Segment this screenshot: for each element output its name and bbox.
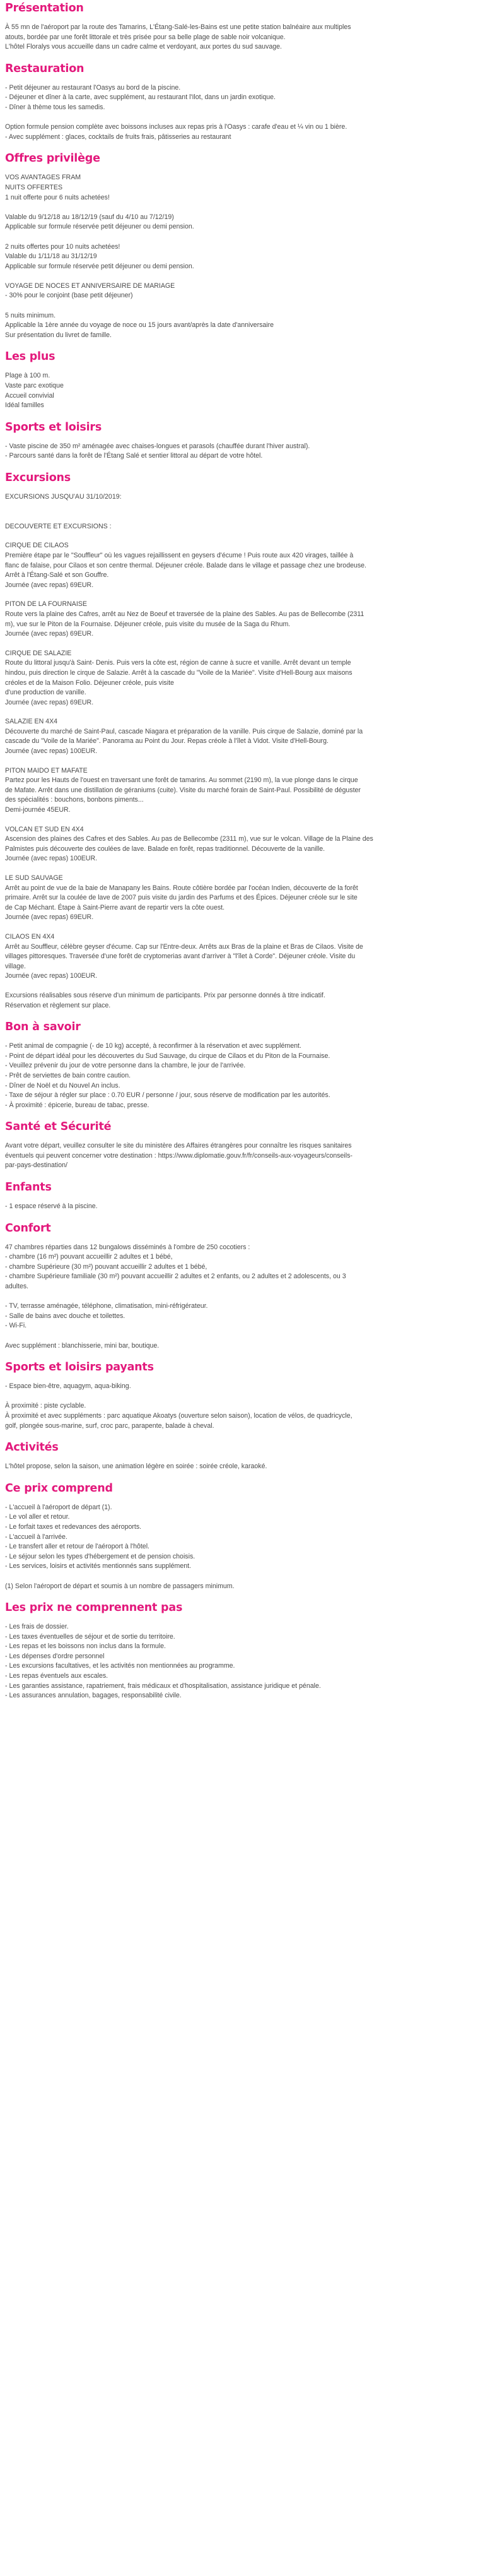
section-title: Sports et loisirs payants [5,1361,154,1374]
section-les-prix-ne-comprennent-pas [5,1601,473,1701]
text-block [5,717,473,756]
text-line: Journée (avec repas) 69EUR. [5,630,94,638]
text-line: Idéal familles [5,401,44,410]
text-line: Première étape par le "Souffleur" où les vagues rejaillissent en geysers d'écume ! Puis route aux 420 virages, taillée à [5,551,354,559]
text-block [5,1382,473,1431]
text-line: - Les repas et les boissons non inclus dans la formule. [5,1642,166,1651]
text-line: - À proximité : épicerie, bureau de tabac, presse. [5,1101,149,1109]
text-line: Arrêt au point de vue de la baie de Manapany les Bains. Route côtière bordée par l'océan Indien, découverte de la forêt [5,884,358,892]
text-block [5,766,473,816]
text-line: (1) Selon l'aéroport de départ et soumis à un nombre de passagers minimum. [5,1582,235,1590]
section-title: Enfants [5,1181,52,1194]
text-line: Découverte du marché de Saint-Paul, cascade Niagara et préparation de la vanille. Puis cirque de Salazie, dominé par la [5,727,363,735]
text-line: Avant votre départ, veuillez consulter le site du ministère des Affaires étrangères pour connaître les risques sanitaires [5,1142,352,1150]
text-line: golf, plongée sous-marine, surf, croc parc, parapente, balade à cheval. [5,1422,214,1430]
text-line: 5 nuits minimum. [5,311,56,319]
section-sports-et-loisirs [5,420,473,461]
text-line: - chambre (16 m²) pouvant accueillir 2 adultes et 1 bébé, [5,1253,173,1261]
text-block [5,442,473,461]
blank-line [5,271,473,282]
text-block [5,991,473,1011]
text-line: flanc de falaise, pour Cilaos et son centre thermal. Déjeuner créole. Balade dans le village et passage chez une brodeuse. [5,561,366,569]
text-line: - Le transfert aller et retour de l'aéroport à l'hôtel. [5,1543,149,1551]
text-line: - Petit déjeuner au restaurant l'Oasys au bord de la piscine. [5,83,181,92]
text-line: Applicable la 1ère année du voyage de noce ou 15 jours avant/après la date d'anniversaire [5,321,274,329]
text-line: Accueil convivial [5,391,54,400]
text-line: - Les taxes éventuelles de séjour et de sortie du territoire. [5,1632,175,1641]
section-title: Les plus [5,350,55,364]
text-line: - Petit animal de compagnie (- de 10 kg) accepté, à reconfirmer à la réservation et avec supplément. [5,1042,301,1050]
text-line: de Mafate. Arrêt dans une distillation de géraniums (cuite). Visite du marché forain de Saint-Paul. Possibilité de déguster [5,786,361,794]
text-line: Partez pour les Hauts de l'ouest en traversant une forêt de tamarins. Au sommet (2190 m), la vue plonge dans le cirque [5,776,358,785]
text-line: Journée (avec repas) 69EUR. [5,913,94,922]
blank-line [5,1292,473,1302]
text-line: - Espace bien-être, aquagym, aqua-biking. [5,1382,131,1391]
text-line: Sur présentation du livret de famille. [5,331,112,339]
section-title: Excursions [5,472,71,484]
text-line: À proximité et avec suppléments : parc aquatique Akoatys (ouverture selon saison), location de vélos, de quadricycle, [5,1411,353,1420]
blank-line [5,203,473,213]
text-line: Plage à 100 m. [5,372,50,380]
text-line: - Les repas éventuels aux escales. [5,1672,108,1680]
text-line: - Dîner à thème tous les samedis. [5,103,105,111]
text-line: L'hôtel propose, selon la saison, une animation légère en soirée : soirée créole, karaoké. [5,1463,267,1471]
text-line: Option formule pension complète avec boissons incluses aux repas pris à l'Oasys : carafe d'eau et ¼ vin ou 1 bière. [5,123,347,131]
section-restauration [5,62,473,143]
text-line: atouts, bordée par une forêt littorale et très prisée pour sa belle plage de sable noir volcanique. [5,33,286,41]
text-line: Valable du 1/11/18 au 31/12/19 [5,252,97,261]
text-block [5,23,473,52]
blank-line [5,232,473,242]
text-line: villages pittoresques. Traversée d'une forêt de cryptomerias avant d'arriver à "l'îlet à Corde". Déjeuner créole. Visite du [5,953,356,961]
text-line: Ascension des plaines des Cafres et des Sables. Au pas de Bellecombe (2311 m), vue sur le volcan. Village de la Plaine des [5,835,373,843]
text-block [5,371,473,410]
text-line: - Dîner de Noël et du Nouvel An inclus. [5,1081,120,1089]
text-block [5,1042,473,1110]
section-sante-et-securite [5,1120,473,1171]
text-line: - Wi-Fi. [5,1322,27,1330]
section-ce-prix-comprend [5,1481,473,1591]
blank-line [5,1331,473,1341]
text-block [5,173,473,340]
text-line: - Parcours santé dans la forêt de l'Étang Salé et sentier littoral au départ de votre hôtel. [5,452,263,460]
text-block [5,1622,473,1701]
section-title: Activités [5,1441,59,1454]
text-line: CIRQUE DE CILAOS [5,542,69,550]
text-line: de Cap Méchant. Étape à Saint-Pierre avant de repartir vers la côte ouest. [5,903,225,911]
section-title: Ce prix comprend [5,1481,113,1495]
text-block [5,1243,473,1351]
text-line: Valable du 9/12/18 au 18/12/19 (sauf du 4/10 au 7/12/19) [5,213,174,221]
text-line: primaire. Arrêt sur la coulée de lave de 2007 puis visite du jardin des Parfums et des Épices. Déjeuner créole sur le site [5,894,358,902]
sections-container [5,1,473,1701]
text-line: Journée (avec repas) 69EUR. [5,698,94,706]
text-line: À 55 mn de l'aéroport par la route des Tamarins, L'Étang-Salé-les-Bains est une petite station balnéaire aux multiples [5,23,351,31]
blank-line [5,1572,473,1582]
text-block [5,1141,473,1171]
text-line: - Salle de bains avec douche et toilettes. [5,1312,125,1320]
text-line: Journée (avec repas) 69EUR. [5,581,94,589]
section-title: Présentation [5,2,84,15]
section-title: Sports et loisirs [5,420,102,434]
text-line: DECOUVERTE ET EXCURSIONS : [5,522,112,530]
text-line: Journée (avec repas) 100EUR. [5,747,98,756]
text-line: village. [5,962,26,970]
text-line: Route du littoral jusqu'à Saint- Denis. Puis vers la côte est, région de canne à sucre et vanille. Arrêt devant un temple [5,659,351,667]
section-activites [5,1440,473,1472]
text-line: - L'accueil à l'aéroport de départ (1). [5,1503,112,1511]
section-les-plus [5,350,473,410]
text-line: - Taxe de séjour à régler sur place : 0.70 EUR / personne / jour, sous réserve de modification par les autorités. [5,1091,330,1100]
text-line: - Le vol aller et retour. [5,1513,70,1521]
text-block [5,541,473,590]
section-title: Les prix ne comprennent pas [5,1601,183,1615]
section-sports-et-loisirs-payants [5,1360,473,1431]
text-line: par-pays-destination/ [5,1161,67,1170]
text-line: - chambre Supérieure (30 m²) pouvant accueillir 2 adultes et 1 bébé, [5,1262,207,1271]
section-confort [5,1221,473,1351]
section-excursions [5,471,473,1011]
text-line: Arrêt au Souffleur, célèbre geyser d'écume. Cap sur l'Entre-deux. Arrêts aux Bras de la plaine et Bras de Cilaos. Visite de [5,942,363,951]
text-line: 2 nuits offertes pour 10 nuits achetées! [5,242,120,251]
text-line: Palmistes puis découverte des coulées de lave. Balade en forêt, repas traditionnel. Découverte de la vanille. [5,845,325,853]
text-block [5,1503,473,1591]
text-line: 1 nuit offerte pour 6 nuits achetées! [5,193,110,201]
text-block [5,874,473,923]
text-line: hindou, puis direction le cirque de Salazie. Arrêt à la cascade du "Voile de la Mariée". Visite d'Hell-Bourg aux maisons [5,668,353,677]
text-line: - Les dépenses d'ordre personnel [5,1652,105,1660]
section-bon-a-savoir [5,1020,473,1110]
text-line: À proximité : piste cyclable. [5,1402,86,1410]
text-line: Journée (avec repas) 100EUR. [5,972,98,980]
text-line: Applicable sur formule réservée petit déjeuner ou demi pension. [5,223,194,231]
text-block [5,825,473,864]
text-line: Excursions réalisables sous réserve d'un minimum de participants. Prix par personne donnés à titre indicatif. [5,991,325,999]
text-line: - Les excursions facultatives, et les activités non mentionnées au programme. [5,1662,235,1670]
text-line: - Les frais de dossier. [5,1623,69,1631]
section-title: Santé et Sécurité [5,1120,112,1134]
text-line: cascade du "Voile de la Mariée". Panorama au Point du Jour. Repas créole à l'îlet à Vidot. Visite d'Hell-Bourg. [5,737,329,745]
section-presentation [5,1,473,52]
text-line: - Avec supplément : glaces, cocktails de fruits frais, pâtisseries au restaurant [5,133,231,141]
text-line: Journée (avec repas) 100EUR. [5,855,98,863]
text-block [5,1462,473,1472]
section-title: Bon à savoir [5,1021,81,1034]
text-line: CILAOS EN 4X4 [5,932,55,941]
text-block [5,83,473,143]
text-line: des spécialités : bouchons, bonbons piments... [5,796,144,804]
text-block [5,600,473,639]
text-line: EXCURSIONS JUSQU'AU 31/10/2019: [5,493,122,501]
text-line: adultes. [5,1283,29,1291]
text-line: - Le forfait taxes et redevances des aéroports. [5,1522,142,1531]
text-line: CIRQUE DE SALAZIE [5,649,72,657]
section-offres-privilege [5,151,473,340]
text-line: Vaste parc exotique [5,382,64,390]
text-line: LE SUD SAUVAGE [5,874,63,882]
text-line: VOYAGE DE NOCES ET ANNIVERSAIRE DE MARIAGE [5,282,175,290]
text-line: - Vaste piscine de 350 m² aménagée avec chaises-longues et parasols (chauffée durant l'hiver austral). [5,442,310,450]
section-title: Offres privilège [5,152,100,165]
text-line: - 1 espace réservé à la piscine. [5,1202,98,1211]
text-line: d'une production de vanille. [5,689,86,697]
section-title: Restauration [5,62,85,75]
text-line: - Prêt de serviettes de bain contre caution. [5,1071,131,1079]
text-line: Réservation et règlement sur place. [5,1001,111,1009]
text-block [5,1202,473,1212]
text-line: NUITS OFFERTES [5,183,63,191]
text-line: - L'accueil à l'arrivée. [5,1533,67,1541]
text-line: Applicable sur formule réservée petit déjeuner ou demi pension. [5,262,194,270]
text-line: 47 chambres réparties dans 12 bungalows disséminés à l'ombre de 250 cocotiers : [5,1243,250,1251]
text-line: PITON MAIDO ET MAFATE [5,766,88,775]
text-line: Arrêt à l'Étang-Salé et son Gouffre. [5,571,109,579]
text-line: - TV, terrasse aménagée, téléphone, climatisation, mini-réfrigérateur. [5,1302,208,1310]
text-line: éventuels qui peuvent concerner votre destination : https://www.diplomatie.gouv.fr/fr/conseils-aux-voyageurs/conseils- [5,1151,353,1160]
text-line: m), vue sur le Piton de la Fournaise. Déjeuner créole, puis visite du musée de la Saga du Rhum. [5,620,291,628]
text-line: Demi-journée 45EUR. [5,806,71,814]
text-line: PITON DE LA FOURNAISE [5,600,87,608]
blank-line [5,113,473,123]
text-line: Avec supplément : blanchisserie, mini bar, boutique. [5,1341,160,1350]
text-block [5,649,473,708]
text-line: - Les garanties assistance, rapatriement, frais médicaux et d'hospitalisation, assistance juridique et pénale. [5,1682,321,1690]
text-line: Route vers la plaine des Cafres, arrêt au Nez de Boeuf et traversée de la plaine des Sables. Au pas de Bellecombe (2311 [5,610,364,618]
text-line: - chambre Supérieure familiale (30 m²) pouvant accueillir 2 adultes et 2 enfants, ou 2 adultes et 2 adolescents, ou 3 [5,1273,346,1281]
section-title: Confort [5,1221,51,1235]
text-line: L'hôtel Floralys vous accueille dans un cadre calme et verdoyant, aux portes du sud sauvage. [5,43,282,51]
blank-line [5,1392,473,1402]
text-line: - Les assurances annulation, bagages, responsabilité civile. [5,1692,182,1700]
text-block [5,492,473,531]
blank-line [5,301,473,311]
text-line: - Les services, loisirs et activités mentionnés sans supplément. [5,1562,191,1570]
text-line: - Déjeuner et dîner à la carte, avec supplément, au restaurant l'Ilot, dans un jardin exotique. [5,93,276,102]
section-enfants [5,1180,473,1212]
blank-line [5,512,473,522]
text-block [5,932,473,982]
text-line: - Veuillez prévenir du jour de votre personne dans la chambre, le jour de l'arrivée. [5,1062,246,1070]
text-line: - 30% pour le conjoint (base petit déjeuner) [5,292,133,300]
text-line: créoles et de la Maison Folio. Déjeuner créole, puis visite [5,679,174,687]
text-line: - Point de départ idéal pour les découvertes du Sud Sauvage, du cirque de Cilaos et du Piton de la Fournaise. [5,1052,330,1060]
text-line: VOLCAN ET SUD EN 4X4 [5,825,84,833]
text-line: - Le séjour selon les types d'hébergement et de pension choisis. [5,1552,195,1560]
text-line: VOS AVANTAGES FRAM [5,174,81,182]
blank-line [5,502,473,513]
text-line: SALAZIE EN 4X4 [5,718,58,726]
